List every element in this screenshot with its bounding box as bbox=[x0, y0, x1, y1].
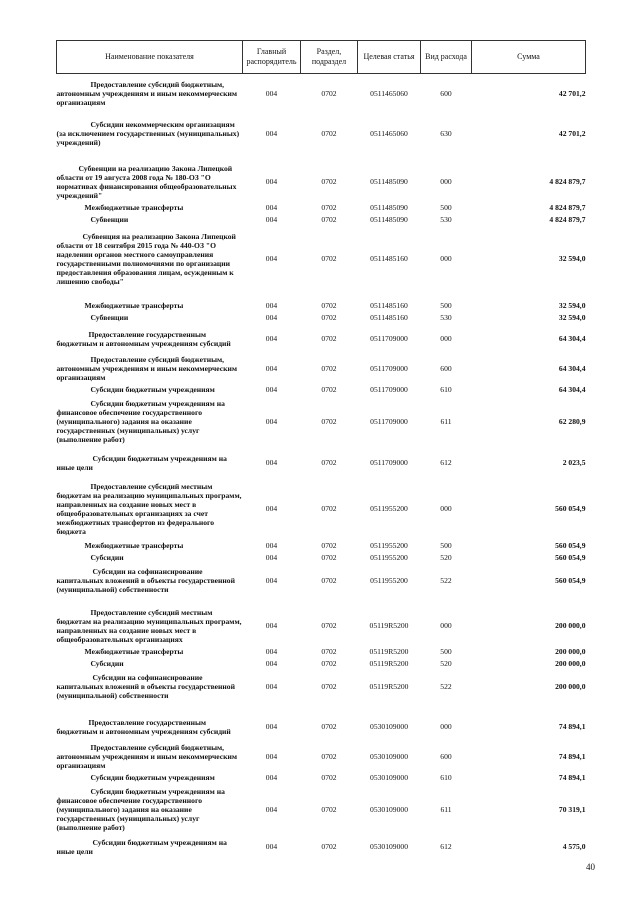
row-expense-type: 611 bbox=[440, 805, 452, 814]
row-target: 0511485160 bbox=[370, 313, 408, 322]
row-amount: 74 894,1 bbox=[558, 722, 586, 731]
table-row bbox=[57, 836, 586, 858]
table-row bbox=[57, 670, 586, 704]
row-target: 0530109000 bbox=[370, 805, 408, 814]
row-expense-type: 500 bbox=[440, 541, 452, 550]
row-name: Субвенции bbox=[90, 215, 129, 224]
row-manager: 004 bbox=[265, 385, 278, 394]
row-manager: 004 bbox=[265, 301, 278, 310]
row-name: Субсидии некоммерческим организациям (за исключением государственных (муниципальных) учреждений) bbox=[56, 120, 240, 147]
row-target: 0511465060 bbox=[370, 129, 408, 138]
row-section: 0702 bbox=[321, 313, 337, 322]
row-amount: 4 824 879,7 bbox=[549, 215, 586, 224]
row-manager: 004 bbox=[265, 842, 278, 851]
row-section: 0702 bbox=[321, 805, 337, 814]
table-row bbox=[57, 312, 586, 324]
row-target: 0511955200 bbox=[370, 553, 408, 562]
row-manager: 004 bbox=[265, 129, 278, 138]
row-section: 0702 bbox=[321, 417, 337, 426]
row-target: 0530109000 bbox=[370, 842, 408, 851]
row-target: 0511485160 bbox=[370, 301, 408, 310]
row-manager: 004 bbox=[265, 541, 278, 550]
header-target: Целевая статья bbox=[358, 41, 421, 74]
row-amount: 42 701,2 bbox=[558, 89, 586, 99]
row-manager: 004 bbox=[265, 89, 278, 99]
row-section: 0702 bbox=[321, 553, 337, 562]
row-manager: 004 bbox=[265, 682, 278, 691]
row-target: 05119R5200 bbox=[369, 682, 409, 691]
row-expense-type: 522 bbox=[440, 576, 452, 585]
row-name: Субсидии на софинансирование капитальных вложений в объекты государственной (муниципальной) собственности bbox=[56, 567, 235, 594]
row-expense-type: 600 bbox=[440, 752, 452, 761]
row-manager: 004 bbox=[265, 334, 278, 343]
table-row bbox=[57, 772, 586, 784]
row-expense-type: 522 bbox=[440, 682, 452, 691]
row-name: Субсидии на софинансирование капитальных вложений в объекты государственной (муниципальной) собственности bbox=[56, 673, 235, 700]
row-manager: 004 bbox=[265, 621, 278, 630]
table-header-row bbox=[57, 41, 586, 74]
row-section: 0702 bbox=[321, 177, 337, 186]
table-row bbox=[57, 478, 586, 540]
row-target: 0511709000 bbox=[370, 385, 408, 394]
table-row bbox=[57, 540, 586, 552]
table-row bbox=[57, 742, 586, 772]
row-name: Предоставление субсидий бюджетным, автономным учреждениям и иным некоммерческим организациям bbox=[56, 743, 238, 770]
row-expense-type: 000 bbox=[440, 722, 452, 731]
row-section: 0702 bbox=[321, 129, 337, 138]
row-target: 0511485160 bbox=[370, 254, 408, 263]
table-row bbox=[57, 712, 586, 742]
row-amount: 62 280,9 bbox=[558, 417, 586, 426]
table-row bbox=[57, 162, 586, 202]
row-manager: 004 bbox=[265, 177, 278, 186]
row-amount: 70 319,1 bbox=[558, 805, 586, 814]
row-spacer bbox=[57, 704, 586, 712]
row-amount: 4 824 879,7 bbox=[549, 203, 586, 212]
row-amount: 32 594,0 bbox=[558, 313, 586, 322]
row-section: 0702 bbox=[321, 215, 337, 224]
row-expense-type: 520 bbox=[440, 659, 452, 668]
row-target: 0511955200 bbox=[370, 576, 408, 585]
table-row bbox=[57, 784, 586, 836]
row-name: Межбюджетные трансферты bbox=[84, 541, 184, 550]
row-manager: 004 bbox=[265, 254, 278, 263]
row-amount: 2 023,5 bbox=[562, 458, 586, 467]
row-amount: 32 594,0 bbox=[558, 301, 586, 310]
row-name: Предоставление государственным бюджетным и автономным учреждениям субсидий bbox=[56, 329, 231, 348]
row-section: 0702 bbox=[321, 301, 337, 310]
row-name: Предоставление субсидий местным бюджетам на реализацию муниципальных программ, направленных на создание новых мест в общеобразовательных организациях за счет межбюджетных трансфертов из федерального бюджета bbox=[56, 481, 242, 536]
row-section: 0702 bbox=[321, 576, 337, 585]
header-amount: Сумма bbox=[472, 41, 586, 74]
row-amount: 200 000,0 bbox=[555, 621, 586, 630]
header-section: Раздел, подраздел bbox=[301, 41, 358, 74]
row-manager: 004 bbox=[265, 313, 278, 322]
row-expense-type: 630 bbox=[440, 129, 452, 138]
table-row bbox=[57, 606, 586, 646]
row-name: Межбюджетные трансферты bbox=[84, 301, 184, 310]
row-manager: 004 bbox=[265, 504, 278, 513]
table-row bbox=[57, 646, 586, 658]
table-row bbox=[57, 300, 586, 312]
row-manager: 004 bbox=[265, 752, 278, 761]
table-row bbox=[57, 226, 586, 292]
row-expense-type: 000 bbox=[440, 254, 452, 263]
row-target: 05119R5200 bbox=[369, 659, 409, 668]
row-section: 0702 bbox=[321, 334, 337, 343]
row-spacer bbox=[57, 154, 586, 162]
row-name: Субвенция на реализацию Закона Липецкой области от 18 сентября 2015 года № 440-ОЗ "О наделении органов местного самоуправления государственными полномочиями по организации предоставления образования лицам, осужденным к лишению свободы" bbox=[56, 231, 236, 286]
row-name: Субсидии бюджетным учреждениям на финансовое обеспечение государственного (муниципального) задания на оказание государственных (муниципальных) услуг (выполнение работ) bbox=[56, 399, 225, 444]
row-section: 0702 bbox=[321, 385, 337, 394]
row-target: 0511485090 bbox=[370, 203, 408, 212]
row-amount: 42 701,2 bbox=[558, 129, 586, 138]
row-name: Субвенции на реализацию Закона Липецкой области от 19 августа 2008 года № 180-ОЗ "О нормативах финансирования общеобразовательных учреждений" bbox=[56, 163, 237, 200]
row-manager: 004 bbox=[265, 417, 278, 426]
row-expense-type: 530 bbox=[440, 313, 452, 322]
row-manager: 004 bbox=[265, 458, 278, 467]
table-row bbox=[57, 202, 586, 214]
row-section: 0702 bbox=[321, 752, 337, 761]
row-expense-type: 600 bbox=[440, 89, 452, 99]
row-spacer bbox=[57, 598, 586, 606]
row-amount: 32 594,0 bbox=[558, 254, 586, 263]
row-expense-type: 520 bbox=[440, 553, 452, 562]
row-expense-type: 000 bbox=[440, 621, 452, 630]
row-name: Субсидии bbox=[90, 659, 124, 668]
row-section: 0702 bbox=[321, 458, 337, 467]
row-amount: 74 894,1 bbox=[558, 752, 586, 761]
row-target: 0511485090 bbox=[370, 177, 408, 186]
row-amount: 560 054,9 bbox=[555, 576, 586, 585]
table-row bbox=[57, 452, 586, 474]
table-row bbox=[57, 354, 586, 384]
row-amount: 64 304,4 bbox=[558, 385, 586, 394]
row-name: Субсидии бюджетным учреждениям на финансовое обеспечение государственного (муниципального) задания на оказание государственных (муниципальных) услуг (выполнение работ) bbox=[56, 787, 225, 832]
row-name: Предоставление государственным бюджетным и автономным учреждениям субсидий bbox=[56, 717, 231, 736]
row-name: Субсидии бюджетным учреждениям на иные цели bbox=[56, 837, 227, 856]
table-row bbox=[57, 564, 586, 598]
row-amount: 560 054,9 bbox=[555, 553, 586, 562]
table-row bbox=[57, 384, 586, 396]
row-name: Предоставление субсидий местным бюджетам на реализацию муниципальных программ, направленных на создание новых мест в общеобразовательных организациях bbox=[56, 607, 242, 644]
row-section: 0702 bbox=[321, 659, 337, 668]
row-expense-type: 500 bbox=[440, 647, 452, 656]
row-manager: 004 bbox=[265, 722, 278, 731]
row-manager: 004 bbox=[265, 773, 278, 782]
header-manager: Главный распорядитель bbox=[243, 41, 301, 74]
row-name: Субсидии bbox=[90, 553, 124, 562]
row-target: 0511955200 bbox=[370, 504, 408, 513]
row-amount: 200 000,0 bbox=[555, 659, 586, 668]
row-expense-type: 612 bbox=[440, 458, 452, 467]
row-name: Субсидии бюджетным учреждениям bbox=[90, 385, 215, 394]
row-target: 0511955200 bbox=[370, 541, 408, 550]
row-name: Субсидии бюджетным учреждениям на иные цели bbox=[56, 453, 227, 472]
row-manager: 004 bbox=[265, 203, 278, 212]
table-row bbox=[57, 214, 586, 226]
table-row bbox=[57, 396, 586, 448]
row-manager: 004 bbox=[265, 659, 278, 668]
row-section: 0702 bbox=[321, 647, 337, 656]
row-amount: 560 054,9 bbox=[555, 504, 586, 513]
row-amount: 4 824 879,7 bbox=[549, 177, 586, 186]
row-name: Межбюджетные трансферты bbox=[84, 647, 184, 656]
row-section: 0702 bbox=[321, 364, 337, 373]
row-name: Предоставление субсидий бюджетным, автономным учреждениям и иным некоммерческим организациям bbox=[56, 355, 238, 382]
row-section: 0702 bbox=[321, 541, 337, 550]
page-number: 40 bbox=[586, 862, 595, 872]
row-manager: 004 bbox=[265, 647, 278, 656]
row-target: 0530109000 bbox=[370, 773, 408, 782]
row-name: Предоставление субсидий бюджетным, автономным учреждениям и иным некоммерческим организациям bbox=[56, 80, 238, 108]
row-section: 0702 bbox=[321, 682, 337, 691]
row-expense-type: 610 bbox=[440, 385, 452, 394]
row-manager: 004 bbox=[265, 576, 278, 585]
table-row bbox=[57, 324, 586, 354]
row-section: 0702 bbox=[321, 89, 337, 99]
row-manager: 004 bbox=[265, 805, 278, 814]
row-expense-type: 000 bbox=[440, 504, 452, 513]
row-section: 0702 bbox=[321, 842, 337, 851]
table-row bbox=[57, 552, 586, 564]
row-amount: 560 054,9 bbox=[555, 541, 586, 550]
row-name: Субсидии бюджетным учреждениям bbox=[90, 773, 215, 782]
row-expense-type: 612 bbox=[440, 842, 452, 851]
row-target: 0511709000 bbox=[370, 417, 408, 426]
row-target: 0530109000 bbox=[370, 752, 408, 761]
row-target: 0530109000 bbox=[370, 722, 408, 731]
row-manager: 004 bbox=[265, 553, 278, 562]
row-amount: 64 304,4 bbox=[558, 364, 586, 373]
row-expense-type: 500 bbox=[440, 301, 452, 310]
row-target: 05119R5200 bbox=[369, 621, 409, 630]
row-target: 0511709000 bbox=[370, 458, 408, 467]
row-expense-type: 500 bbox=[440, 203, 452, 212]
row-amount: 200 000,0 bbox=[555, 682, 586, 691]
row-target: 0511465060 bbox=[370, 89, 408, 99]
row-expense-type: 530 bbox=[440, 215, 452, 224]
row-section: 0702 bbox=[321, 504, 337, 513]
row-section: 0702 bbox=[321, 254, 337, 263]
row-amount: 74 894,1 bbox=[558, 773, 586, 782]
header-expense-type: Вид расхода bbox=[421, 41, 472, 74]
row-amount: 200 000,0 bbox=[555, 647, 586, 656]
row-section: 0702 bbox=[321, 722, 337, 731]
table-row bbox=[57, 74, 586, 114]
row-target: 0511709000 bbox=[370, 364, 408, 373]
header-name: Наименование показателя bbox=[57, 41, 243, 74]
table-row bbox=[57, 658, 586, 670]
row-amount: 4 575,0 bbox=[562, 842, 586, 851]
row-expense-type: 000 bbox=[440, 334, 452, 343]
budget-table bbox=[56, 40, 586, 858]
row-target: 0511485090 bbox=[370, 215, 408, 224]
row-expense-type: 611 bbox=[440, 417, 452, 426]
row-name: Субвенции bbox=[90, 313, 129, 322]
row-expense-type: 610 bbox=[440, 773, 452, 782]
row-spacer bbox=[57, 292, 586, 300]
row-section: 0702 bbox=[321, 773, 337, 782]
row-expense-type: 600 bbox=[440, 364, 452, 373]
row-manager: 004 bbox=[265, 364, 278, 373]
row-target: 05119R5200 bbox=[369, 647, 409, 656]
row-section: 0702 bbox=[321, 203, 337, 212]
row-target: 0511709000 bbox=[370, 334, 408, 343]
row-manager: 004 bbox=[265, 215, 278, 224]
row-amount: 64 304,4 bbox=[558, 334, 586, 343]
row-expense-type: 000 bbox=[440, 177, 452, 186]
table-row bbox=[57, 114, 586, 154]
row-section: 0702 bbox=[321, 621, 337, 630]
row-name: Межбюджетные трансферты bbox=[84, 203, 184, 212]
